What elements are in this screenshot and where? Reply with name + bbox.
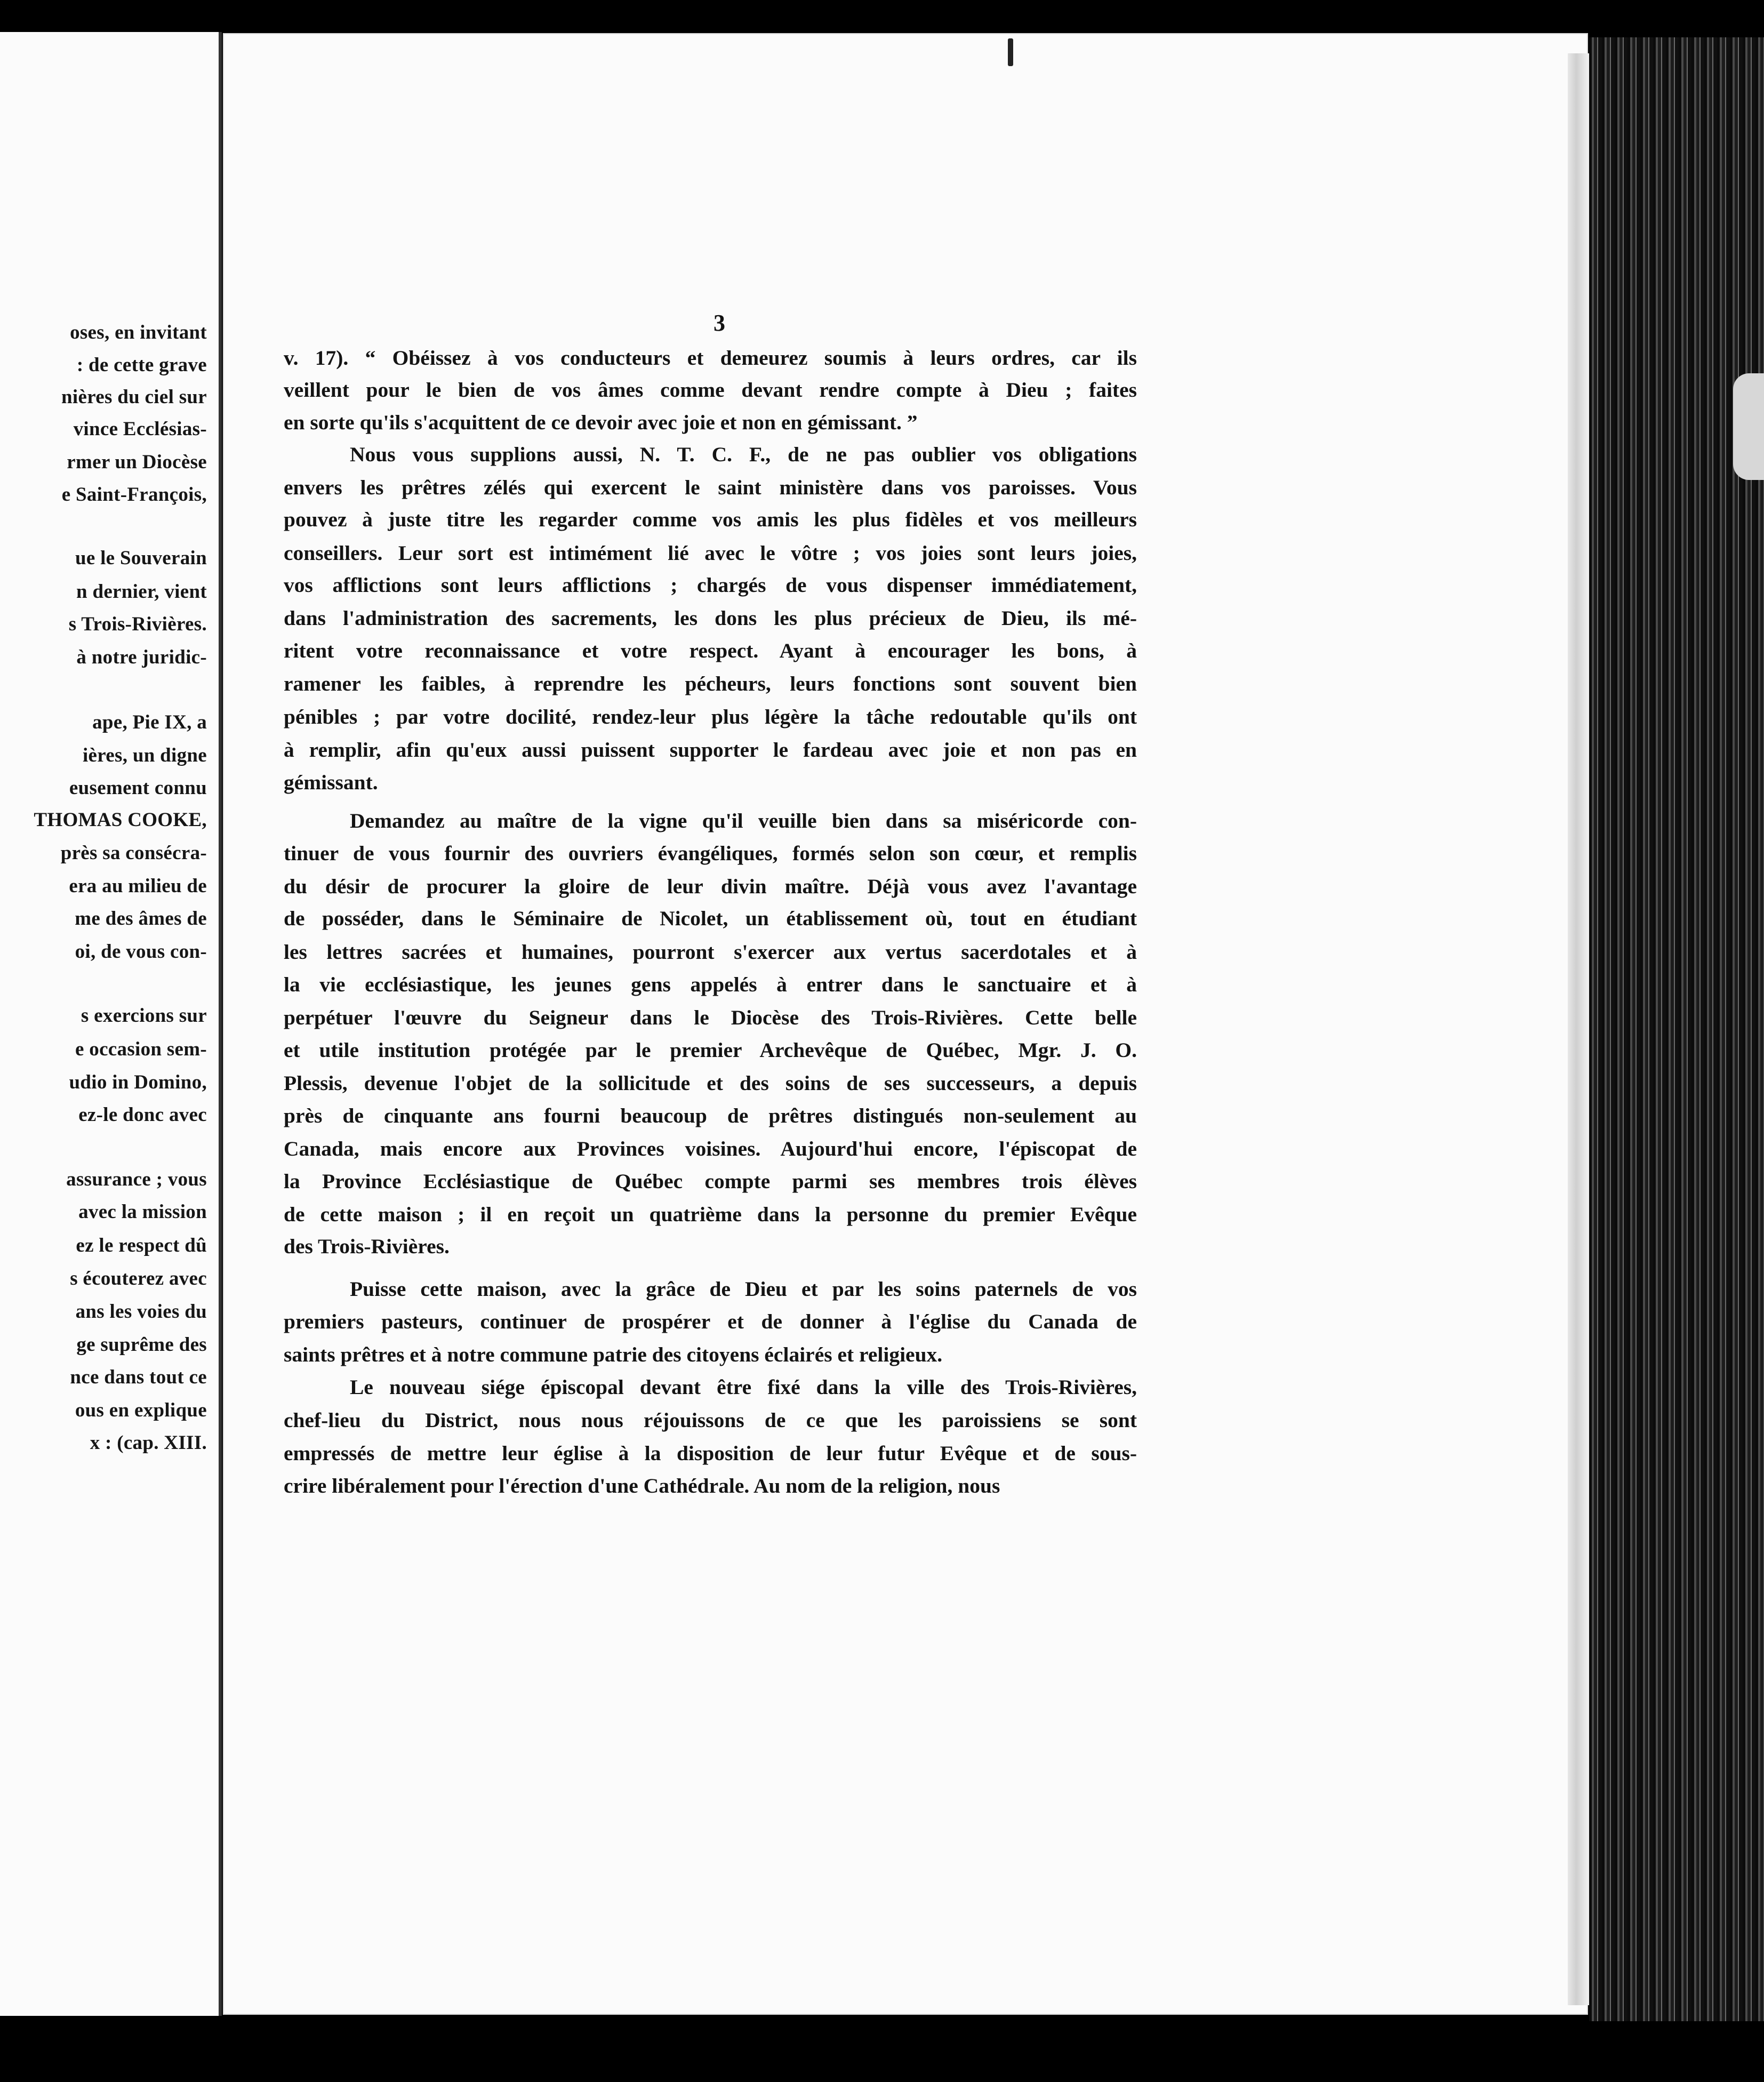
text-line: veillent pour le bien de vos âmes comme devant rendre compte à Dieu ; faites <box>284 378 1137 402</box>
text-line: gémissant. <box>284 771 378 794</box>
left-page-line: ans les voies du <box>75 1301 207 1323</box>
text-line: ramener les faibles, à reprendre les pécheurs, leurs fonctions sont souvent bien <box>284 672 1137 695</box>
text-line: près de cinquante ans fourni beaucoup de prêtres distingués non-seulement au <box>284 1104 1137 1127</box>
page-edge-highlight <box>1733 373 1764 480</box>
text-line: du désir de procurer la gloire de leur divin maître. Déjà vous avez l'avantage <box>284 875 1137 898</box>
left-page-line: x : (cap. XIII. <box>90 1432 207 1454</box>
left-page-line: n dernier, vient <box>76 581 207 603</box>
left-page-line: ge suprême des <box>76 1334 207 1356</box>
left-page-line: ez-le donc avec <box>78 1104 207 1126</box>
text-line: Demandez au maître de la vigne qu'il veuille bien dans sa miséricorde con- <box>350 809 1137 832</box>
text-line: à remplir, afin qu'eux aussi puissent supporter le fardeau avec joie et non pas en <box>284 738 1137 762</box>
binding-mark <box>1008 38 1013 66</box>
text-line: ritent votre reconnaissance et votre respect. Ayant à encourager les bons, à <box>284 639 1137 662</box>
left-page-line: THOMAS COOKE, <box>34 809 207 831</box>
text-line: crire libéralement pour l'érection d'une Cathédrale. Au nom de la religion, nous <box>284 1474 1000 1498</box>
left-page-fragment <box>0 32 222 2016</box>
text-line: tinuer de vous fournir des ouvriers évangéliques, formés selon son cœur, et remplis <box>284 842 1137 865</box>
text-line: en sorte qu'ils s'acquittent de ce devoir avec joie et non en gémissant. ” <box>284 411 918 434</box>
book-edge-pages <box>1589 37 1764 2021</box>
text-line: de cette maison ; il en reçoit un quatrième dans la personne du premier Evêque <box>284 1203 1137 1226</box>
text-line: Canada, mais encore aux Provinces voisines. Aujourd'hui encore, l'épiscopat de <box>284 1137 1137 1160</box>
left-page-line: eusement connu <box>69 777 207 799</box>
left-page-line: à notre juridic- <box>76 646 207 668</box>
text-line: chef-lieu du District, nous nous réjouissons de ce que les paroissiens se sont <box>284 1408 1137 1432</box>
left-page-line: rmer un Diocèse <box>67 451 207 473</box>
text-line: v. 17). “ Obéissez à vos conducteurs et demeurez soumis à leurs ordres, car ils <box>284 346 1137 370</box>
text-line: les lettres sacrées et humaines, pourront s'exercer aux vertus sacerdotales et à <box>284 940 1137 964</box>
left-page-line: ue le Souverain <box>75 547 207 569</box>
left-page-line: nce dans tout ce <box>70 1366 207 1388</box>
left-page-line: ières, un digne <box>82 744 207 766</box>
left-page-line: udio in Domino, <box>69 1071 207 1093</box>
text-line: Puisse cette maison, avec la grâce de Dieu et par les soins paternels de vos <box>350 1277 1137 1301</box>
left-page-line: oses, en invitant <box>70 322 207 343</box>
left-page-line: ez le respect dû <box>76 1235 207 1256</box>
text-line: dans l'administration des sacrements, les dons les plus précieux de Dieu, ils mé- <box>284 606 1137 630</box>
text-line: de posséder, dans le Séminaire de Nicolet, un établissement où, tout en étudiant <box>284 907 1137 930</box>
text-line: et utile institution protégée par le premier Archevêque de Québec, Mgr. J. O. <box>284 1038 1137 1062</box>
left-page-line: près sa consécra- <box>60 842 207 864</box>
left-page-line: e Saint-François, <box>61 484 207 506</box>
left-page-line: s exercions sur <box>81 1005 207 1027</box>
left-page-line: ape, Pie IX, a <box>92 711 207 733</box>
text-line: conseillers. Leur sort est intimément lié avec le vôtre ; vos joies sont leurs joies, <box>284 541 1137 565</box>
text-line: perpétuer l'œuvre du Seigneur dans le Diocèse des Trois-Rivières. Cette belle <box>284 1006 1137 1029</box>
text-line: premiers pasteurs, continuer de prospérer et de donner à l'église du Canada de <box>284 1310 1137 1333</box>
text-line: saints prêtres et à notre commune patrie des citoyens éclairés et religieux. <box>284 1343 943 1366</box>
left-page-line: avec la mission <box>78 1201 207 1223</box>
text-line: empressés de mettre leur église à la disposition de leur futur Evêque et de sous- <box>284 1442 1137 1465</box>
left-page-line: s écouterez avec <box>70 1268 207 1290</box>
page-number: 3 <box>713 310 725 336</box>
text-line: pouvez à juste titre les regarder comme vos amis les plus fidèles et vos meilleurs <box>284 508 1137 531</box>
page-fold-shadow <box>1568 53 1589 2005</box>
text-line: la vie ecclésiastique, les jeunes gens appelés à entrer dans le sanctuaire et à <box>284 973 1137 996</box>
text-line: vos afflictions sont leurs afflictions ; chargés de vous dispenser immédiatement, <box>284 573 1137 597</box>
text-line: Nous vous supplions aussi, N. T. C. F., de ne pas oublier vos obligations <box>350 443 1137 466</box>
left-page-line: s Trois-Rivières. <box>68 613 207 635</box>
left-page-line: me des âmes de <box>75 908 207 930</box>
text-line: des Trois-Rivières. <box>284 1235 450 1258</box>
left-page-line: : de cette grave <box>76 354 207 376</box>
left-page-line: assurance ; vous <box>66 1168 207 1190</box>
text-line: pénibles ; par votre docilité, rendez-leur plus légère la tâche redoutable qu'ils ont <box>284 705 1137 728</box>
left-page-line: nières du ciel sur <box>61 386 207 408</box>
left-page-line: vince Ecclésias- <box>73 418 207 440</box>
left-page-line: e occasion sem- <box>75 1038 207 1060</box>
text-line: envers les prêtres zélés qui exercent le saint ministère dans vos paroisses. Vous <box>284 476 1137 499</box>
left-page-line: oi, de vous con- <box>75 941 207 963</box>
left-page-line: era au milieu de <box>69 875 207 897</box>
text-line: Le nouveau siége épiscopal devant être fixé dans la ville des Trois-Rivières, <box>350 1375 1137 1399</box>
text-line: Plessis, devenue l'objet de la sollicitude et des soins de ses successeurs, a depuis <box>284 1071 1137 1095</box>
text-line: la Province Ecclésiastique de Québec compte parmi ses membres trois élèves <box>284 1170 1137 1193</box>
left-page-line: ous en explique <box>75 1399 207 1421</box>
